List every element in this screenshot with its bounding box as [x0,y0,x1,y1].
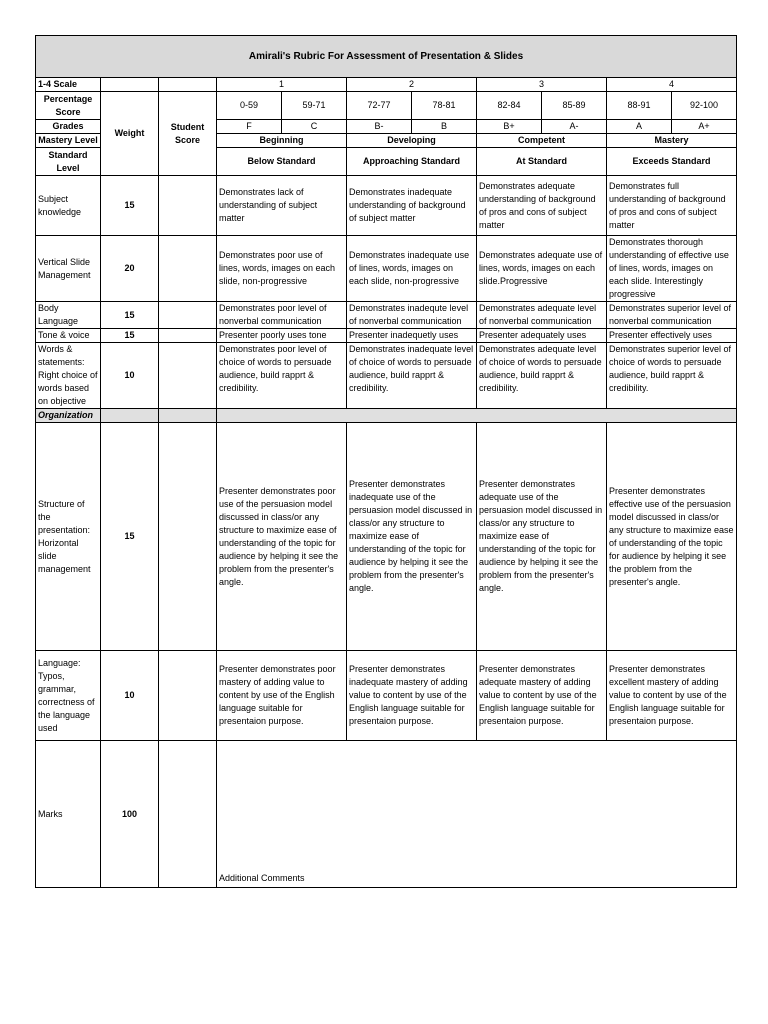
level-description: Demonstrates inadequte level of nonverbal communication [347,302,477,329]
percentage-cell: 72-77 [347,92,412,120]
student-score-header: Student Score [159,92,217,176]
percentage-cell: 85-89 [542,92,607,120]
marks-label: Marks [36,741,101,888]
weight-header: Weight [101,92,159,176]
standard-cell: Approaching Standard [347,148,477,176]
level-description: Presenter demonstrates excellent mastery of adding value to content by use of the English language suitable for presentaion purpose. [607,651,737,741]
level-description: Demonstrates full understanding of background of pros and cons of subject matter [607,176,737,236]
criterion-weight: 10 [101,651,159,741]
criterion-weight: 20 [101,236,159,302]
percentage-cell: 59-71 [282,92,347,120]
organization-label: Organization [36,409,101,423]
criterion-weight: 15 [101,176,159,236]
level-description: Demonstrates adequate level of nonverbal communication [477,302,607,329]
percentage-cell: 82-84 [477,92,542,120]
scale-4: 4 [607,78,737,92]
percentage-cell: 0-59 [217,92,282,120]
level-description: Demonstrates lack of understanding of subject matter [217,176,347,236]
student-score-cell[interactable] [159,741,217,888]
mastery-cell: Competent [477,134,607,148]
standard-cell: At Standard [477,148,607,176]
table-row [36,343,737,409]
grade-cell: B [412,120,477,134]
level-description: Presenter effectively uses [607,329,737,343]
criterion-name: Language: Typos, grammar, correctness of the language used [36,651,101,741]
student-score-cell[interactable] [159,651,217,741]
level-description: Demonstrates adequate use of lines, words, images on each slide.Progressive [477,236,607,302]
scale-2: 2 [347,78,477,92]
table-row [36,651,737,741]
criterion-name: Structure of the presentation: Horizontal slide management [36,423,101,651]
percentage-cell: 88-91 [607,92,672,120]
level-description: Presenter poorly uses tone [217,329,347,343]
rubric-title: Amirali's Rubric For Assessment of Presentation & Slides [36,36,737,78]
level-description: Presenter demonstrates inadequate mastery of adding value to content by use of the English language suitable for presentaion purpose. [347,651,477,741]
level-description: Demonstrates inadequate use of lines, words, images on each slide, non-progressive [347,236,477,302]
grade-cell: A+ [672,120,737,134]
level-description: Presenter demonstrates adequate use of the persuasion model discussed in class/or any structure to maximize ease of understanding of the topic for audience by helping it see the problem from the presenter's angle. [477,423,607,651]
rubric-table [35,35,737,888]
level-description: Presenter demonstrates inadequate use of the persuasion model discussed in class/or any structure to maximize ease of understanding of the topic for audience by helping it see the problem from the presenter's angle. [347,423,477,651]
level-description: Presenter adequately uses [477,329,607,343]
additional-comments-label: Additional Comments [219,873,305,883]
percentage-label: Percentage Score [36,92,101,120]
table-row [36,302,737,329]
level-description: Presenter demonstrates poor use of the persuasion model discussed in class/or any structure to maximize ease of understanding of the topic for audience by helping it see the problem from the presenter's angle. [217,423,347,651]
criterion-weight: 15 [101,423,159,651]
student-score-cell[interactable] [159,343,217,409]
level-description: Demonstrates superior level of choice of words to persuade audience, build rapprt & credibility. [607,343,737,409]
level-description: Presenter demonstrates effective use of the persuasion model discussed in class/or any structure to maximize ease of understanding of the topic for audience by helping it see the problem from the presenter's angle. [607,423,737,651]
student-score-cell[interactable] [159,423,217,651]
level-description: Demonstrates inadequate understanding of background of subject matter [347,176,477,236]
organization-row [36,409,737,423]
standard-cell: Below Standard [217,148,347,176]
student-score-cell[interactable] [159,302,217,329]
grade-cell: B+ [477,120,542,134]
level-description: Demonstrates poor level of nonverbal communication [217,302,347,329]
criterion-name: Subject knowledge [36,176,101,236]
grade-cell: F [217,120,282,134]
criterion-weight: 15 [101,302,159,329]
student-score-cell[interactable] [159,176,217,236]
level-description: Demonstrates inadequate level of choice of words to persuade audience, build rapprt & credibility. [347,343,477,409]
mastery-cell: Developing [347,134,477,148]
level-description: Presenter demonstrates adequate mastery of adding value to content by use of the English language suitable for presentaion purpose. [477,651,607,741]
mastery-cell: Beginning [217,134,347,148]
grade-cell: A- [542,120,607,134]
standard-label: Standard Level [36,148,101,176]
level-description: Demonstrates adequate level of choice of words to persuade audience, build rapprt & credibility. [477,343,607,409]
table-row [36,423,737,651]
criterion-weight: 10 [101,343,159,409]
criterion-name: Tone & voice [36,329,101,343]
mastery-cell: Mastery [607,134,737,148]
level-description: Demonstrates adequate understanding of background of pros and cons of subject matter [477,176,607,236]
grade-cell: A [607,120,672,134]
table-row [36,329,737,343]
student-score-cell[interactable] [159,236,217,302]
student-score-cell[interactable] [159,329,217,343]
criterion-name: Words & statements: Right choice of words based on objective [36,343,101,409]
marks-row [36,741,737,888]
grades-label: Grades [36,120,101,134]
table-row [36,176,737,236]
level-description: Presenter inadequetly uses [347,329,477,343]
level-description: Presenter demonstrates poor mastery of adding value to content by use of the English language suitable for presentaion purpose. [217,651,347,741]
percentage-cell: 92-100 [672,92,737,120]
level-description: Demonstrates poor level of choice of words to persuade audience, build rapprt & credibility. [217,343,347,409]
percentage-cell: 78-81 [412,92,477,120]
criterion-name: Vertical Slide Management [36,236,101,302]
table-row [36,236,737,302]
level-description: Demonstrates thorough understanding of effective use of lines, words, images on each slide. Interestingly progressive [607,236,737,302]
marks-value: 100 [101,741,159,888]
level-description: Demonstrates superior level of nonverbal communication [607,302,737,329]
criterion-name: Body Language [36,302,101,329]
standard-cell: Exceeds Standard [607,148,737,176]
additional-comments-cell[interactable] [217,741,737,888]
mastery-label: Mastery Level [36,134,101,148]
grade-cell: C [282,120,347,134]
level-description: Demonstrates poor use of lines, words, images on each slide, non-progressive [217,236,347,302]
grade-cell: B- [347,120,412,134]
scale-label: 1-4 Scale [36,78,101,92]
criterion-weight: 15 [101,329,159,343]
scale-3: 3 [477,78,607,92]
scale-1: 1 [217,78,347,92]
